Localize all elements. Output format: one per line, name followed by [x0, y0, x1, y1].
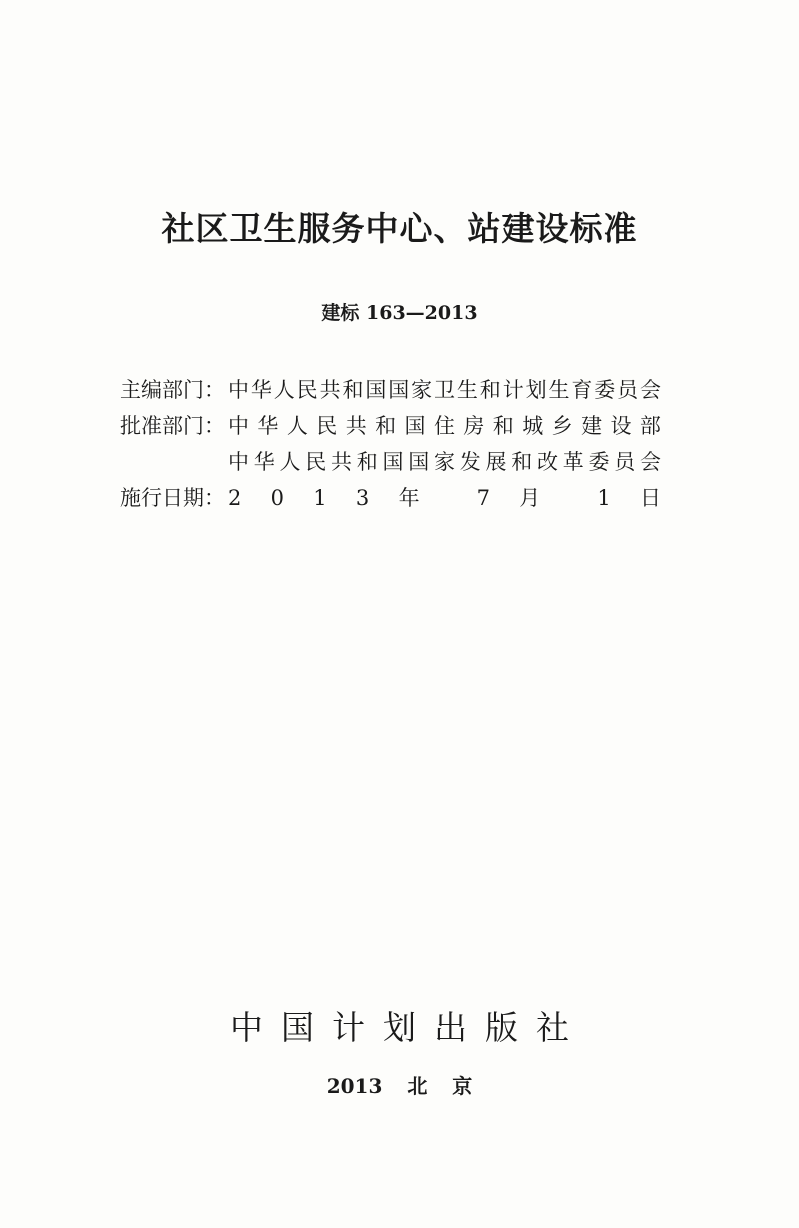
- approver-value-2: 中 华 人 民 共 和 国 国 家 发 展 和 改 革 委 员 会: [228, 450, 661, 474]
- info-block: [120, 372, 661, 516]
- approver-row-2: [120, 444, 661, 480]
- spacer: [120, 444, 228, 480]
- approver-value-1: 中 华 人 民 共 和 国 住 房 和 城 乡 建 设 部: [228, 414, 661, 438]
- date-row: [120, 480, 661, 516]
- document-title: 社区卫生服务中心、站建设标准: [161, 209, 638, 248]
- standard-code: 建标 163—2013: [321, 302, 478, 324]
- date-value: 2 0 1 3 年 7 月 1 日: [228, 486, 662, 510]
- editor-label: 主编部门：: [120, 378, 225, 402]
- approver-row: [120, 408, 661, 444]
- date-label: 施行日期：: [120, 486, 225, 510]
- publisher-name: 中国计划出版社: [230, 1008, 587, 1047]
- approver-label: 批准部门：: [120, 414, 225, 438]
- editor-value: 中 华 人 民 共 和 国 国 家 卫 生 和 计 划 生 育 委 员 会: [228, 378, 662, 402]
- editor-row: [120, 372, 661, 408]
- publication-place-year: 2013 北 京: [326, 1074, 473, 1098]
